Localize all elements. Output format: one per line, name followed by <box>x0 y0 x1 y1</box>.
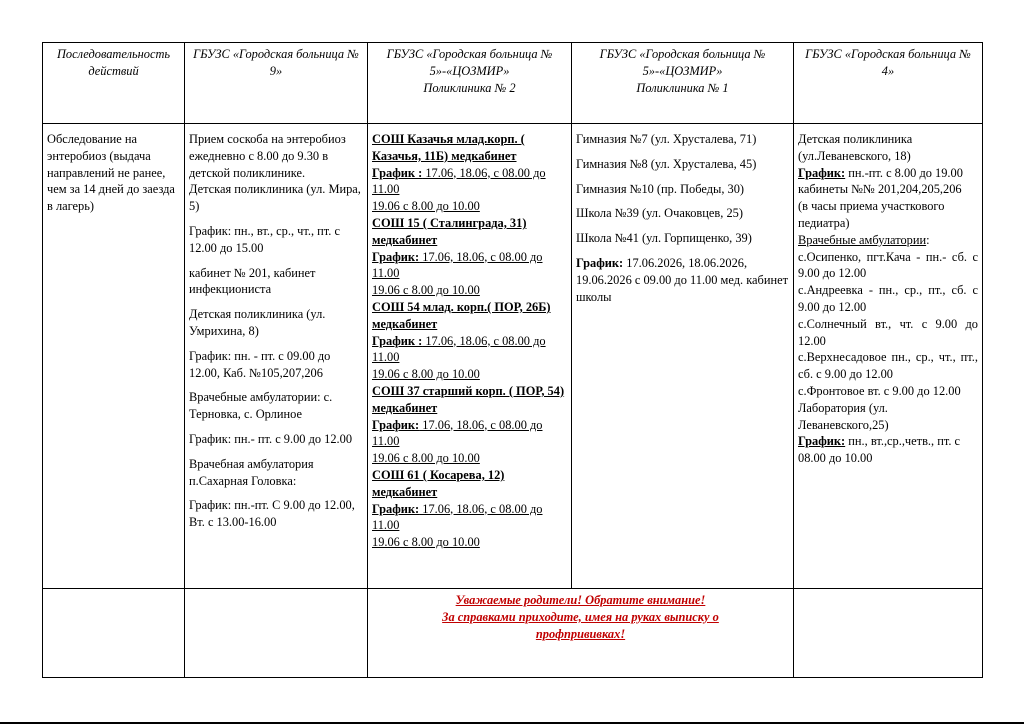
school-item: Гимназия №7 (ул. Хрусталева, 71) <box>576 132 757 146</box>
footer-empty-5 <box>794 589 983 678</box>
notice-line: За справками приходите, имея на руках выписку о <box>442 609 719 624</box>
h4-note: (в часы приема участкового педиатра) <box>798 199 945 230</box>
graph-label: График: <box>372 417 420 432</box>
header-hospital-5b-text: ГБУЗС «Городская больница № 5»-«ЦОЗМИР» <box>599 47 766 78</box>
school-item: Гимназия №8 (ул. Хрусталева, 45) <box>576 156 757 171</box>
school-title: СОШ 15 ( Сталинграда, 31) медкабинет <box>372 215 527 247</box>
school-item: Школа №39 (ул. Очаковцев, 25) <box>576 206 743 221</box>
clinic-1-schedule <box>576 255 789 305</box>
amb-label: Врачебные амбулатории <box>798 232 927 247</box>
h9-paragraph: кабинет № 201, кабинет инфекциониста <box>189 265 316 297</box>
graph-text: 17.06, 18.06, с 08.00 до 11.00 <box>372 165 546 197</box>
school-title: СОШ 37 старший корп. ( ПОР, 54) медкабинет <box>372 383 565 415</box>
header-hospital-5-clinic-1 <box>572 43 794 124</box>
cell-hospital-4 <box>794 124 983 589</box>
amb-line: с.Солнечный вт., чт. с 9.00 до 12.00 <box>798 316 978 348</box>
school-title: СОШ 61 ( Косарева, 12) медкабинет <box>372 467 505 499</box>
h9-paragraph: Врачебные амбулатории: с. Терновка, с. Орлиное <box>189 390 333 422</box>
graph-text: 17.06, 18.06, с 08.00 до 11.00 <box>372 417 543 449</box>
school-entry <box>372 215 567 299</box>
content-row <box>43 124 983 589</box>
h9-paragraph: График: пн. - пт. с 09.00 до 12.00, Каб. №105,207,206 <box>189 348 331 380</box>
h9-paragraph: Детская поликлиника (ул. Мира, 5) <box>189 182 361 214</box>
cell-action <box>43 124 185 589</box>
graph-extra: 19.06 с 8.00 до 10.00 <box>372 451 480 466</box>
h9-paragraph: Детская поликлиника (ул. Умрихина, 8) <box>189 307 326 338</box>
header-hospital-4 <box>794 43 983 124</box>
graph-label: График: <box>798 434 846 449</box>
header-hospital-5-clinic-2 <box>368 43 572 124</box>
cell-clinic-2 <box>368 124 572 589</box>
header-clinic-2-text: Поликлиника № 2 <box>423 80 516 95</box>
amb-line: с.Андреевка - пн., ср., пт., сб. с 9.00 до 12.00 <box>798 283 978 314</box>
h4-rooms: кабинеты №№ 201,204,205,206 <box>798 182 962 197</box>
amb-line: с.Фронтовое вт. с 9.00 до 12.00 <box>798 383 961 398</box>
h4-clinic: Детская поликлиника (ул.Леваневского, 18) <box>798 132 913 163</box>
h9-paragraph: Врачебная амбулатория п.Сахарная Головка: <box>189 456 314 488</box>
header-hospital-5-text: ГБУЗС «Городская больница № 5»-«ЦОЗМИР» <box>386 47 553 78</box>
school-item: Гимназия №10 (пр. Победы, 30) <box>576 181 745 196</box>
graph-label: График : <box>372 333 423 348</box>
school-entry <box>372 299 567 383</box>
page-bottom-rule <box>0 722 1024 724</box>
footer-row <box>43 589 983 678</box>
graph-text: пн.-пт. с 8.00 до 19.00 <box>845 165 963 180</box>
parent-notice <box>368 589 794 678</box>
h9-paragraph: Прием соскоба на энтеробиоз ежедневно с 8.00 до 9.30 в детской поликлинике. <box>189 132 346 180</box>
graph-label: График: <box>576 255 624 270</box>
school-entry <box>372 131 567 215</box>
schedule-table <box>42 42 983 678</box>
cell-hospital-9 <box>185 124 368 589</box>
graph-label: График: <box>372 249 420 264</box>
graph-extra: 19.06 с 8.00 до 10.00 <box>372 367 480 382</box>
h4-schedule <box>798 165 978 182</box>
header-clinic-1-text: Поликлиника № 1 <box>636 80 729 95</box>
graph-extra: 19.06 с 8.00 до 10.00 <box>372 283 480 298</box>
graph-extra: 19.06 с 8.00 до 10.00 <box>372 199 480 214</box>
h4-ambulatories <box>798 232 978 249</box>
school-title: СОШ 54 млад. корп.( ПОР, 26Б) медкабинет <box>372 299 551 331</box>
h4-lab: Лаборатория (ул. Леваневского,25) <box>798 400 889 432</box>
header-hospital-4-text: ГБУЗС «Городская больница № 4» <box>805 47 971 78</box>
footer-empty-1 <box>43 589 185 678</box>
header-hospital-9 <box>185 43 368 124</box>
header-hospital-9-text: ГБУЗС «Городская больница № 9» <box>193 47 359 78</box>
graph-text: 17.06, 18.06, с 08.00 до 11.00 <box>372 501 543 533</box>
graph-label: График: <box>798 165 846 180</box>
school-entry <box>372 467 567 551</box>
footer-empty-2 <box>185 589 368 678</box>
header-actions-text: Последовательность действий <box>56 47 171 78</box>
amb-line: с.Осипенко, пгт.Кача - пн.- сб. с 9.00 до 12.00 <box>798 249 978 281</box>
school-title: СОШ Казачья млад.корп. ( Казачья, 11Б) медкабинет <box>372 132 525 163</box>
graph-label: График: <box>372 501 420 516</box>
school-entry <box>372 383 567 467</box>
amb-colon: : <box>926 232 930 247</box>
action-text: Обследование на энтеробиоз (выдача направлений не ранее, чем за 14 дней до заезда в лагерь) <box>47 132 175 214</box>
header-row <box>43 43 983 124</box>
h9-paragraph: График: пн.- пт. с 9.00 до 12.00 <box>189 431 353 446</box>
h4-lab-schedule <box>798 433 978 467</box>
graph-text: пн., вт.,ср.,четв., пт. с 08.00 до 10.00 <box>798 434 961 466</box>
graph-text: 17.06.2026, 18.06.2026, 19.06.2026 с 09.00 до 11.00 мед. кабинет школы <box>576 255 789 304</box>
header-actions <box>43 43 185 124</box>
amb-line: с.Верхнесадовое пн., ср., чт., пт., сб. с 9.00 до 12.00 <box>798 350 978 382</box>
cell-clinic-1 <box>572 124 794 589</box>
notice-line: Уважаемые родители! Обратите внимание! <box>455 593 706 607</box>
h9-paragraph: График: пн., вт., ср., чт., пт. с 12.00 до 15.00 <box>189 223 340 255</box>
graph-text: 17.06, 18.06, с 08.00 до 11.00 <box>372 333 546 365</box>
notice-line: профпрививках! <box>535 626 626 641</box>
school-item: Школа №41 (ул. Горпищенко, 39) <box>576 231 752 246</box>
graph-text: 17.06, 18.06, с 08.00 до 11.00 <box>372 249 543 281</box>
graph-label: График : <box>372 165 423 180</box>
h9-paragraph: График: пн.-пт. С 9.00 до 12.00, Вт. с 13.00-16.00 <box>189 498 355 530</box>
graph-extra: 19.06 с 8.00 до 10.00 <box>372 535 480 550</box>
